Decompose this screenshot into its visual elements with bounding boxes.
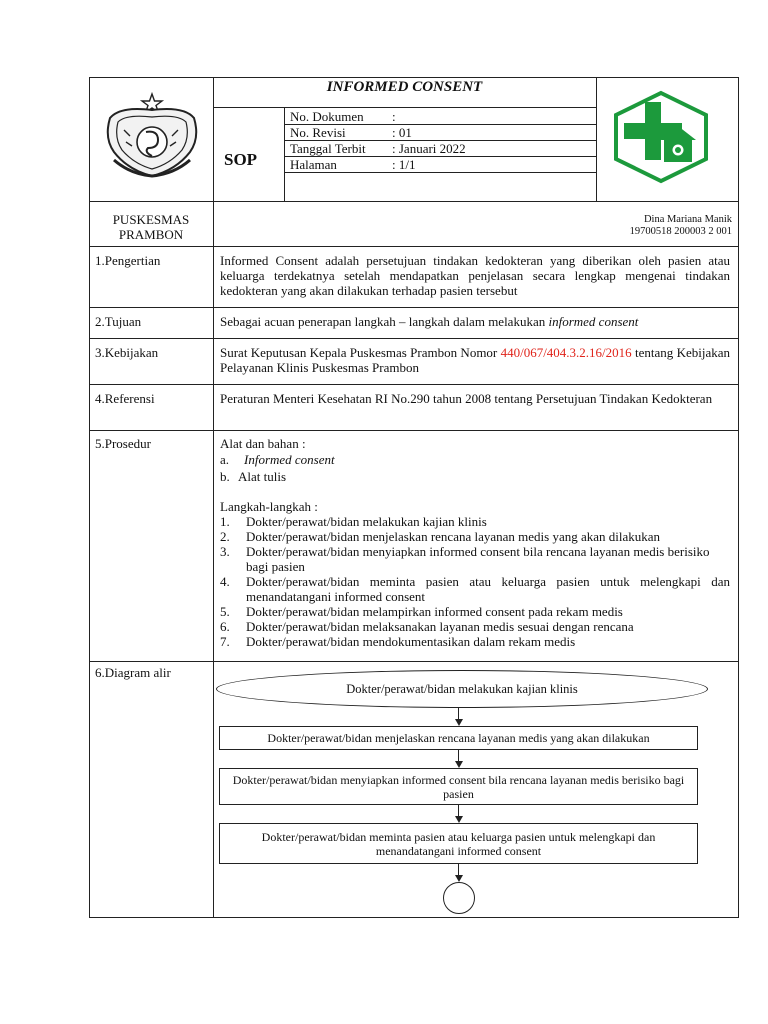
- document-title: INFORMED CONSENT: [326, 79, 483, 95]
- step-text: Dokter/perawat/bidan melaksanakan layanan medis sesuai dengan rencana: [246, 619, 634, 634]
- doc-field-label: No. Dokumen: [290, 109, 364, 124]
- step-text: Dokter/perawat/bidan melampirkan informed consent pada rekam medis: [246, 604, 623, 619]
- tool-marker: b.: [220, 469, 230, 484]
- tools-heading: Alat dan bahan :: [220, 436, 306, 451]
- steps-list: [220, 514, 730, 649]
- doc-field-value: : Januari 2022: [392, 141, 466, 156]
- doc-field-label: Halaman: [290, 157, 337, 172]
- doc-field-label: Tanggal Terbit: [290, 141, 366, 156]
- step-number: 3.: [220, 544, 230, 559]
- step-text: Dokter/perawat/bidan mendokumentasikan dalam rekam medis: [246, 634, 576, 649]
- flow-end-circle: [443, 882, 475, 914]
- tool-text: Alat tulis: [238, 469, 287, 484]
- flow-step-box: Dokter/perawat/bidan menjelaskan rencana layanan medis yang akan dilakukan: [219, 726, 698, 750]
- flow-arrowhead: [455, 816, 463, 823]
- org-name: [89, 212, 213, 242]
- section-label-diagram: 6.Diagram alir: [95, 665, 171, 680]
- step-item: [220, 634, 730, 649]
- tool-text: Informed consent: [244, 452, 335, 467]
- step-item: [220, 574, 730, 604]
- step-number: 4.: [220, 574, 230, 589]
- step-text: Dokter/perawat/bidan meminta pasien atau keluarga pasien untuk melengkapi dan menandatangani informed consent: [246, 574, 730, 604]
- tool-marker: a.: [220, 452, 230, 467]
- flow-arrowhead: [455, 719, 463, 726]
- section-text-tujuan: [220, 314, 730, 329]
- section-label-referensi: 4.Referensi: [95, 391, 155, 406]
- step-item: [220, 544, 730, 574]
- step-item: [220, 529, 730, 544]
- tool-item: [220, 469, 730, 484]
- tool-item: [220, 452, 730, 467]
- step-item: [220, 514, 730, 529]
- org-line-2: PRAMBON: [118, 227, 184, 242]
- signer-block: [560, 214, 732, 238]
- section-text-kebijakan: [220, 345, 730, 375]
- doc-field-value: : 1/1: [392, 157, 416, 172]
- doc-field-value: : 01: [392, 125, 412, 140]
- step-number: 1.: [220, 514, 230, 529]
- flow-step-box: Dokter/perawat/bidan meminta pasien atau keluarga pasien untuk melengkapi dan menandatangani informed consent: [219, 823, 698, 864]
- doc-field-value: :: [392, 109, 396, 124]
- flow-arrowhead: [455, 875, 463, 882]
- section-label-prosedur: 5.Prosedur: [95, 436, 151, 451]
- section-text-pengertian: Informed Consent adalah persetujuan tindakan kedokteran yang diberikan oleh pasien atau keluarga terdekatnya setelah mendapatkan penjelasan secara lengkap mengenai tindakan kedokteran yang akan dilakukan terhadap pasien tersebut: [220, 253, 730, 298]
- section-content-prosedur: [220, 436, 730, 649]
- section-label-pengertian: 1.Pengertian: [95, 253, 161, 268]
- step-text: Dokter/perawat/bidan menjelaskan rencana layanan medis yang akan dilakukan: [246, 529, 661, 544]
- flow-arrowhead: [455, 761, 463, 768]
- step-item: [220, 604, 730, 619]
- steps-heading: Langkah-langkah :: [220, 499, 318, 514]
- flow-step-box: Dokter/perawat/bidan menyiapkan informed consent bila rencana layanan medis berisiko bagi pasien: [219, 768, 698, 805]
- regency-emblem-icon: [100, 90, 204, 182]
- step-item: [220, 619, 730, 634]
- tujuan-text-italic: informed consent: [548, 314, 639, 329]
- step-number: 7.: [220, 634, 230, 649]
- tujuan-text: Sebagai acuan penerapan langkah – langkah dalam melakukan: [220, 314, 549, 329]
- section-text-referensi: Peraturan Menteri Kesehatan RI No.290 tahun 2008 tentang Persetujuan Tindakan Kedokteran: [220, 391, 713, 406]
- signer-name: Dina Mariana Manik: [643, 214, 732, 225]
- section-label-tujuan: 2.Tujuan: [95, 314, 142, 329]
- puskesmas-logo-icon: [610, 90, 712, 184]
- flow-start-ellipse: Dokter/perawat/bidan melakukan kajian klinis: [216, 670, 708, 708]
- step-number: 6.: [220, 619, 230, 634]
- step-number: 5.: [220, 604, 230, 619]
- signer-nip: 19700518 200003 2 001: [629, 226, 732, 237]
- sop-label: SOP: [224, 150, 258, 169]
- kebijakan-text-before: Surat Keputusan Kepala Puskesmas Prambon Nomor: [220, 345, 501, 360]
- step-number: 2.: [220, 529, 230, 544]
- step-text: Dokter/perawat/bidan menyiapkan informed consent bila rencana layanan medis berisiko bagi pasien: [246, 544, 710, 574]
- org-line-1: PUSKESMAS: [112, 212, 190, 227]
- section-label-kebijakan: 3.Kebijakan: [95, 345, 159, 360]
- kebijakan-decree-number: 440/067/404.3.2.16/2016: [500, 345, 632, 360]
- step-text: Dokter/perawat/bidan melakukan kajian klinis: [246, 514, 487, 529]
- doc-field-label: No. Revisi: [290, 125, 346, 140]
- kebijakan-text-after: tentang Kebijakan Pelayanan Klinis Puskesmas Prambon: [220, 345, 730, 375]
